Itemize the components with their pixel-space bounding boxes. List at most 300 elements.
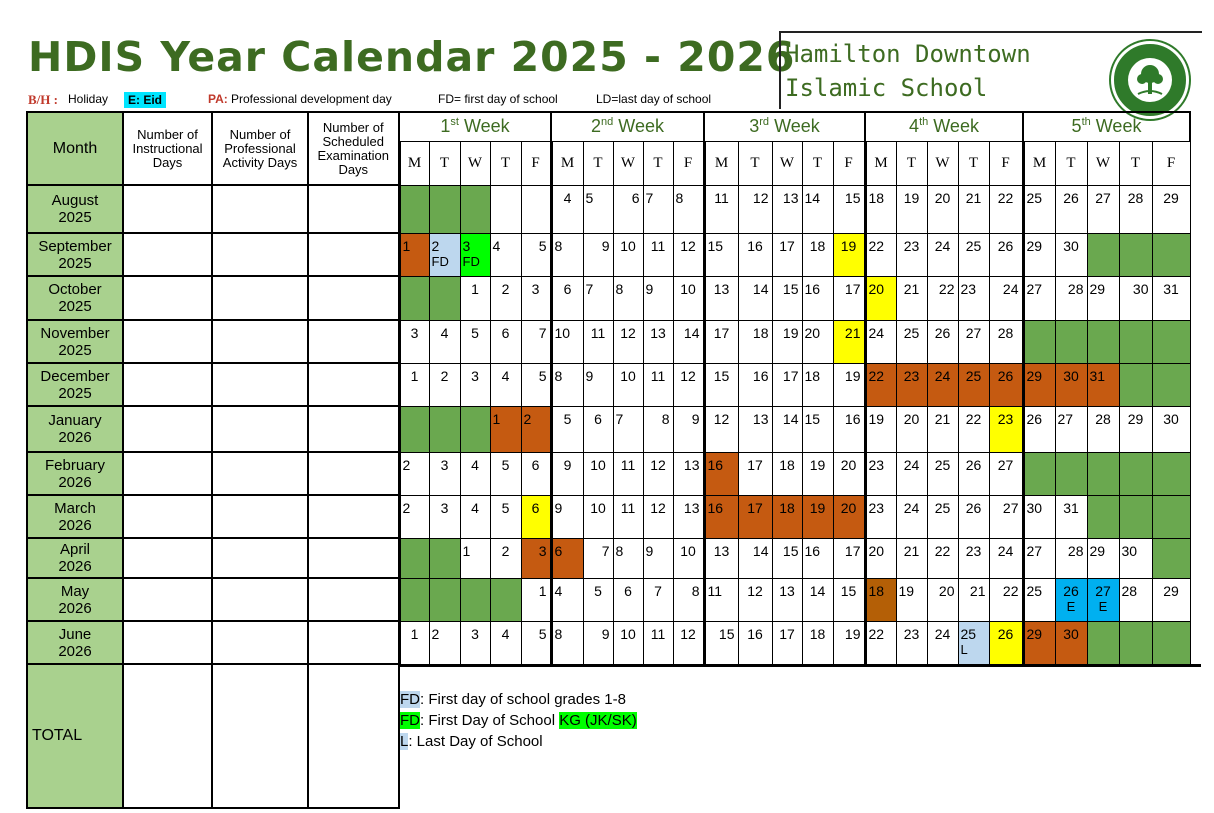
no-school-cell <box>1119 452 1152 495</box>
day-note: E <box>1098 598 1108 614</box>
no-school-cell <box>399 276 429 320</box>
day-cell: 16 <box>802 276 833 320</box>
day-cell: 25 L <box>958 621 989 664</box>
legend-eid-key: E: Eid <box>124 92 166 108</box>
instructional-days-cell[interactable] <box>123 363 212 406</box>
week-header-5: 5th Week <box>1023 112 1190 141</box>
no-school-cell <box>460 578 490 621</box>
day-cell: 28 <box>1119 185 1152 233</box>
day-cell: 22 <box>927 276 958 320</box>
day-cell: 6 <box>490 320 521 363</box>
day-cell: 22 <box>989 185 1023 233</box>
no-school-cell <box>521 185 551 233</box>
day-cell: 2 FD <box>429 233 460 276</box>
day-cell: 30 <box>1119 276 1152 320</box>
instructional-days-cell[interactable] <box>123 185 212 233</box>
day-letter: T <box>896 141 927 185</box>
no-school-cell <box>1023 320 1055 363</box>
day-cell: 10 <box>551 320 583 363</box>
day-cell: 3 <box>521 276 551 320</box>
day-cell: 5 <box>460 320 490 363</box>
notes-legend <box>400 689 637 752</box>
week-header-2: 2nd Week <box>551 112 704 141</box>
day-cell: 8 <box>551 233 583 276</box>
instructional-days-cell[interactable] <box>123 320 212 363</box>
day-cell: 12 <box>643 452 673 495</box>
day-letter: M <box>551 141 583 185</box>
day-cell: 2 <box>490 276 521 320</box>
day-cell: 24 <box>927 233 958 276</box>
day-cell: 3 FD <box>460 233 490 276</box>
day-cell: 20 <box>927 578 958 621</box>
day-cell: 11 <box>613 495 643 538</box>
day-cell: 21 <box>833 320 865 363</box>
no-school-cell <box>1152 621 1190 664</box>
exam-days-cell[interactable] <box>308 185 399 233</box>
day-cell: 26 E <box>1055 578 1087 621</box>
day-cell: 22 <box>989 578 1023 621</box>
professional-days-cell[interactable] <box>212 621 308 664</box>
no-school-cell <box>429 578 460 621</box>
day-cell: 21 <box>896 276 927 320</box>
day-cell: 27 <box>1023 538 1055 578</box>
day-cell: 13 <box>772 578 802 621</box>
day-cell: 13 <box>738 406 772 452</box>
day-cell: 26 <box>1055 185 1087 233</box>
day-letter: T <box>643 141 673 185</box>
day-cell: 19 <box>865 406 896 452</box>
month-label: January 2026 <box>27 406 123 452</box>
no-school-cell <box>1087 320 1119 363</box>
day-cell: 5 <box>521 233 551 276</box>
professional-days-cell[interactable] <box>212 363 308 406</box>
day-cell: 20 <box>802 320 833 363</box>
day-cell: 4 <box>460 495 490 538</box>
day-cell: 24 <box>927 363 958 406</box>
day-cell: 19 <box>833 233 865 276</box>
instructional-days-cell[interactable] <box>123 495 212 538</box>
instructional-days-cell[interactable] <box>123 406 212 452</box>
day-cell: 5 <box>521 363 551 406</box>
day-letter: M <box>1023 141 1055 185</box>
day-cell: 8 <box>613 538 643 578</box>
month-row <box>27 276 1190 320</box>
instructional-days-cell[interactable] <box>123 276 212 320</box>
exam-days-cell[interactable] <box>308 495 399 538</box>
day-cell: 26 <box>958 495 989 538</box>
instructional-days-cell[interactable] <box>123 621 212 664</box>
exam-days-cell[interactable] <box>308 363 399 406</box>
day-cell: 22 <box>865 233 896 276</box>
day-cell: 6 <box>551 538 583 578</box>
no-school-cell <box>1152 452 1190 495</box>
day-cell: 22 <box>865 363 896 406</box>
day-cell: 3 <box>460 363 490 406</box>
day-cell: 28 <box>1055 276 1087 320</box>
day-cell: 30 <box>1152 406 1190 452</box>
day-cell: 4 <box>490 621 521 664</box>
instructional-days-cell[interactable] <box>123 233 212 276</box>
day-cell: 29 <box>1152 185 1190 233</box>
day-cell: 3 <box>399 320 429 363</box>
no-school-cell <box>1152 363 1190 406</box>
month-row <box>27 363 1190 406</box>
day-cell: 25 <box>958 233 989 276</box>
day-cell: 17 <box>772 363 802 406</box>
week-header-4: 4th Week <box>865 112 1023 141</box>
day-cell: 24 <box>865 320 896 363</box>
day-cell: 6 <box>521 495 551 538</box>
day-cell: 18 <box>865 185 896 233</box>
day-letter: W <box>927 141 958 185</box>
day-cell: 5 <box>490 495 521 538</box>
day-cell: 17 <box>738 452 772 495</box>
exam-days-cell[interactable] <box>308 578 399 621</box>
professional-days-cell[interactable] <box>212 276 308 320</box>
no-school-cell <box>1087 621 1119 664</box>
day-cell: 13 <box>673 495 704 538</box>
no-school-cell <box>429 276 460 320</box>
day-letter: F <box>833 141 865 185</box>
day-cell: 14 <box>738 276 772 320</box>
day-cell: 27 <box>989 452 1023 495</box>
no-school-cell <box>460 406 490 452</box>
professional-days-cell[interactable] <box>212 538 308 578</box>
note-last-day: L: Last Day of School <box>400 733 543 750</box>
day-cell: 13 <box>643 320 673 363</box>
day-cell: 7 <box>583 538 613 578</box>
month-label: May 2026 <box>27 578 123 621</box>
school-logo-icon <box>1111 41 1189 119</box>
month-label: October 2025 <box>27 276 123 320</box>
day-cell: 9 <box>643 276 673 320</box>
day-cell: 7 <box>613 406 643 452</box>
professional-days-cell[interactable] <box>212 406 308 452</box>
no-school-cell <box>1087 452 1119 495</box>
day-cell: 26 <box>927 320 958 363</box>
day-cell: 9 <box>643 538 673 578</box>
day-cell: 21 <box>958 185 989 233</box>
professional-days-cell[interactable] <box>212 452 308 495</box>
month-label: September 2025 <box>27 233 123 276</box>
day-cell: 19 <box>833 621 865 664</box>
note-fd-kg: FD: First Day of School KG (JK/SK) <box>400 712 637 729</box>
no-school-cell <box>460 185 490 233</box>
day-cell: 18 <box>802 363 833 406</box>
day-cell: 3 <box>521 538 551 578</box>
day-cell: 28 <box>1087 406 1119 452</box>
day-cell: 20 <box>833 495 865 538</box>
month-row <box>27 621 1190 664</box>
day-letter: T <box>958 141 989 185</box>
day-cell: 10 <box>583 495 613 538</box>
day-cell: 22 <box>927 538 958 578</box>
day-cell: 30 <box>1023 495 1055 538</box>
day-cell: 27 <box>1055 406 1087 452</box>
day-cell: 29 <box>1119 406 1152 452</box>
day-cell: 16 <box>738 363 772 406</box>
day-cell: 23 <box>989 406 1023 452</box>
day-cell: 30 <box>1055 233 1087 276</box>
day-cell: 25 <box>927 452 958 495</box>
day-cell: 22 <box>958 406 989 452</box>
day-cell: 7 <box>643 578 673 621</box>
day-cell: 12 <box>613 320 643 363</box>
day-cell: 19 <box>802 452 833 495</box>
day-cell: 14 <box>673 320 704 363</box>
day-cell: 8 <box>643 406 673 452</box>
day-cell: 15 <box>833 578 865 621</box>
day-cell: 1 <box>399 363 429 406</box>
day-cell: 17 <box>833 538 865 578</box>
day-cell: 15 <box>802 406 833 452</box>
month-row <box>27 495 1190 538</box>
day-letter: F <box>521 141 551 185</box>
day-cell: 14 <box>772 406 802 452</box>
day-cell: 28 <box>1055 538 1087 578</box>
day-cell: 12 <box>673 233 704 276</box>
day-cell: 23 <box>958 538 989 578</box>
professional-days-cell[interactable] <box>212 320 308 363</box>
day-cell: 12 <box>673 363 704 406</box>
day-cell: 19 <box>896 185 927 233</box>
day-letter: T <box>583 141 613 185</box>
day-cell: 11 <box>643 621 673 664</box>
day-cell: 26 <box>989 363 1023 406</box>
day-cell: 23 <box>896 233 927 276</box>
day-cell: 7 <box>521 320 551 363</box>
day-cell: 12 <box>643 495 673 538</box>
no-school-cell <box>1152 233 1190 276</box>
day-cell: 19 <box>772 320 802 363</box>
day-cell: 15 <box>704 233 738 276</box>
day-cell: 17 <box>772 621 802 664</box>
total-professional-cell[interactable] <box>212 664 308 808</box>
day-cell: 10 <box>673 538 704 578</box>
no-school-cell <box>1055 452 1087 495</box>
day-cell: 21 <box>896 538 927 578</box>
day-cell: 4 <box>490 363 521 406</box>
day-cell: 31 <box>1087 363 1119 406</box>
day-cell: 24 <box>896 452 927 495</box>
no-school-cell <box>1119 621 1152 664</box>
day-letter: M <box>399 141 429 185</box>
day-cell: 22 <box>865 621 896 664</box>
exam-days-cell[interactable] <box>308 233 399 276</box>
day-note: L <box>960 641 968 657</box>
day-cell: 23 <box>865 495 896 538</box>
day-cell: 18 <box>738 320 772 363</box>
professional-days-cell[interactable] <box>212 578 308 621</box>
legend-holiday-key: B/H : <box>28 92 58 107</box>
day-cell: 4 <box>460 452 490 495</box>
day-cell: 9 <box>583 233 613 276</box>
day-cell: 14 <box>802 185 833 233</box>
day-cell: 1 <box>521 578 551 621</box>
day-cell: 24 <box>927 621 958 664</box>
day-cell: 18 <box>865 578 896 621</box>
day-letter: W <box>613 141 643 185</box>
header-professional-days: Number of Professional Activity Days <box>212 112 308 185</box>
day-cell: 13 <box>772 185 802 233</box>
day-cell: 15 <box>704 621 738 664</box>
day-letter: T <box>738 141 772 185</box>
day-letter: T <box>429 141 460 185</box>
day-cell: 10 <box>583 452 613 495</box>
day-note: FD <box>431 253 449 269</box>
day-cell: 10 <box>613 363 643 406</box>
day-letter: T <box>1055 141 1087 185</box>
month-row <box>27 185 1190 233</box>
day-letter: F <box>673 141 704 185</box>
legend-pa-label: Professional development day <box>231 92 392 106</box>
day-cell: 16 <box>704 495 738 538</box>
day-cell: 27 <box>989 495 1023 538</box>
day-cell: 2 <box>429 621 460 664</box>
day-cell: 29 <box>1023 363 1055 406</box>
day-letter: W <box>1087 141 1119 185</box>
professional-days-cell[interactable] <box>212 495 308 538</box>
no-school-cell <box>429 406 460 452</box>
day-cell: 3 <box>460 621 490 664</box>
no-school-cell <box>1119 320 1152 363</box>
no-school-cell <box>399 185 429 233</box>
day-letter: W <box>772 141 802 185</box>
day-cell: 6 <box>613 185 643 233</box>
day-cell: 23 <box>896 363 927 406</box>
day-cell: 1 <box>399 233 429 276</box>
day-cell: 20 <box>865 538 896 578</box>
no-school-cell <box>1152 538 1190 578</box>
day-cell: 7 <box>643 185 673 233</box>
day-cell: 13 <box>704 276 738 320</box>
no-school-cell <box>399 578 429 621</box>
exam-days-cell[interactable] <box>308 452 399 495</box>
day-cell: 14 <box>738 538 772 578</box>
day-cell: 4 <box>429 320 460 363</box>
no-school-cell <box>399 538 429 578</box>
day-cell: 17 <box>738 495 772 538</box>
day-cell: 5 <box>583 185 613 233</box>
day-cell: 16 <box>738 233 772 276</box>
day-cell: 29 <box>1152 578 1190 621</box>
instructional-days-cell[interactable] <box>123 578 212 621</box>
professional-days-cell[interactable] <box>212 233 308 276</box>
day-cell: 29 <box>1023 621 1055 664</box>
no-school-cell <box>1152 495 1190 538</box>
day-cell: 7 <box>583 276 613 320</box>
day-cell: 6 <box>583 406 613 452</box>
day-cell: 14 <box>802 578 833 621</box>
day-cell: 15 <box>772 276 802 320</box>
day-cell: 26 <box>989 233 1023 276</box>
day-cell: 24 <box>989 538 1023 578</box>
note-fd: FD: First day of school grades 1-8 <box>400 691 626 708</box>
exam-days-cell[interactable] <box>308 320 399 363</box>
day-cell: 16 <box>704 452 738 495</box>
day-cell: 23 <box>896 621 927 664</box>
day-cell: 29 <box>1023 233 1055 276</box>
day-cell: 19 <box>833 363 865 406</box>
exam-days-cell[interactable] <box>308 621 399 664</box>
day-cell: 19 <box>896 578 927 621</box>
day-letter: F <box>1152 141 1190 185</box>
day-cell: 18 <box>802 621 833 664</box>
day-cell: 29 <box>1087 276 1119 320</box>
exam-days-cell[interactable] <box>308 538 399 578</box>
day-cell: 6 <box>551 276 583 320</box>
day-cell: 11 <box>704 578 738 621</box>
instructional-days-cell[interactable] <box>123 452 212 495</box>
month-label: August 2025 <box>27 185 123 233</box>
total-instructional-cell[interactable] <box>123 664 212 808</box>
day-cell: 5 <box>551 406 583 452</box>
month-label: June 2026 <box>27 621 123 664</box>
day-cell: 17 <box>833 276 865 320</box>
day-cell: 2 <box>399 495 429 538</box>
day-cell: 18 <box>802 233 833 276</box>
day-cell: 23 <box>958 276 989 320</box>
header-month: Month <box>27 112 123 185</box>
day-cell: 16 <box>738 621 772 664</box>
day-cell: 1 <box>399 621 429 664</box>
professional-days-cell[interactable] <box>212 185 308 233</box>
week-header-3: 3rd Week <box>704 112 865 141</box>
total-exam-cell[interactable] <box>308 664 399 808</box>
day-cell: 5 <box>583 578 613 621</box>
no-school-cell <box>1119 495 1152 538</box>
day-cell: 15 <box>704 363 738 406</box>
day-cell: 27 E <box>1087 578 1119 621</box>
day-cell: 26 <box>1023 406 1055 452</box>
week-header-1: 1st Week <box>399 112 551 141</box>
day-cell: 31 <box>1152 276 1190 320</box>
exam-days-cell[interactable] <box>308 406 399 452</box>
day-cell: 3 <box>429 495 460 538</box>
day-cell: 25 <box>958 363 989 406</box>
day-cell: 21 <box>958 578 989 621</box>
day-cell: 27 <box>1087 185 1119 233</box>
no-school-cell <box>1119 363 1152 406</box>
day-cell: 2 <box>429 363 460 406</box>
no-school-cell <box>490 578 521 621</box>
day-letter: T <box>802 141 833 185</box>
day-cell: 9 <box>551 452 583 495</box>
day-cell: 20 <box>865 276 896 320</box>
day-cell: 11 <box>643 363 673 406</box>
day-cell: 28 <box>989 320 1023 363</box>
instructional-days-cell[interactable] <box>123 538 212 578</box>
day-note: FD <box>462 253 480 269</box>
day-cell: 6 <box>613 578 643 621</box>
total-label: TOTAL <box>27 664 123 808</box>
day-cell: 9 <box>551 495 583 538</box>
no-school-cell <box>1055 320 1087 363</box>
day-cell: 30 <box>1055 363 1087 406</box>
day-cell: 19 <box>802 495 833 538</box>
day-cell: 12 <box>704 406 738 452</box>
day-cell: 18 <box>772 452 802 495</box>
day-cell: 28 <box>1119 578 1152 621</box>
month-label: December 2025 <box>27 363 123 406</box>
day-cell: 24 <box>896 495 927 538</box>
day-cell: 4 <box>490 233 521 276</box>
no-school-cell <box>1119 233 1152 276</box>
no-school-cell <box>399 406 429 452</box>
day-cell: 8 <box>673 578 704 621</box>
no-school-cell <box>1087 495 1119 538</box>
exam-days-cell[interactable] <box>308 276 399 320</box>
